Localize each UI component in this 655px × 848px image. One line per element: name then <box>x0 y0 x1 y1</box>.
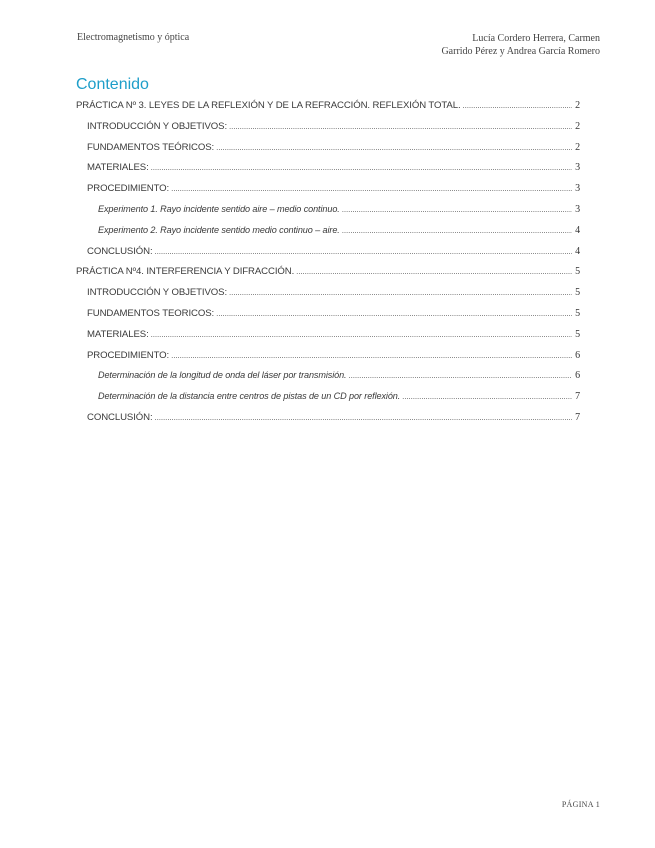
toc-entry-p4-introduccion[interactable] <box>76 287 580 308</box>
toc-entry-p3-procedimiento[interactable] <box>76 183 580 204</box>
toc-entry-label: PROCEDIMIENTO: <box>87 183 170 195</box>
toc-entry-page: 3 <box>575 183 580 195</box>
toc-entry-page: 4 <box>575 224 580 236</box>
toc-entry-label: INTRODUCCIÓN Y OBJETIVOS: <box>87 287 228 299</box>
toc-entry-page: 6 <box>575 370 580 382</box>
toc-entry-p3-materiales[interactable] <box>76 162 580 183</box>
toc-entry-practica-4[interactable] <box>76 266 580 287</box>
toc-leader-dots <box>151 330 572 339</box>
footer-page-number: PÁGINA 1 <box>561 800 600 809</box>
toc-entry-p4-longitud-onda[interactable] <box>76 370 580 391</box>
toc-entry-label: PROCEDIMIENTO: <box>87 349 170 361</box>
toc-leader-dots <box>151 163 572 172</box>
toc-entry-label: Determinación de la distancia entre centros de pistas de un CD por reflexión. <box>98 391 401 402</box>
toc-leader-dots <box>155 413 572 422</box>
toc-entry-page: 3 <box>575 162 580 174</box>
toc-entry-label: Determinación de la longitud de onda del láser por transmisión. <box>98 370 347 381</box>
toc-entry-page: 5 <box>575 287 580 299</box>
toc-entry-page: 2 <box>575 141 580 153</box>
toc-entry-p4-fundamentos[interactable] <box>76 308 580 329</box>
toc-entry-p3-conclusion[interactable] <box>76 246 580 267</box>
header-authors <box>441 32 600 58</box>
toc-entry-page: 7 <box>575 391 580 403</box>
table-of-contents <box>76 100 580 433</box>
toc-entry-page: 5 <box>575 307 580 319</box>
toc-leader-dots <box>229 122 572 131</box>
toc-entry-label: MATERIALES: <box>87 328 149 340</box>
toc-leader-dots <box>296 267 572 276</box>
toc-entry-p4-conclusion[interactable] <box>76 412 580 433</box>
toc-entry-practica-3[interactable] <box>76 100 580 121</box>
toc-leader-dots <box>229 288 572 297</box>
toc-entry-label: MATERIALES: <box>87 162 149 174</box>
toc-leader-dots <box>463 101 572 110</box>
toc-leader-dots <box>216 309 572 318</box>
toc-leader-dots <box>402 392 572 401</box>
toc-entry-label: PRÁCTICA Nº4. INTERFERENCIA Y DIFRACCIÓN. <box>76 266 295 278</box>
toc-leader-dots <box>348 371 572 380</box>
header-authors-line1: Lucía Cordero Herrera, Carmen <box>472 33 600 44</box>
toc-leader-dots <box>171 351 572 360</box>
toc-entry-page: 7 <box>575 411 580 423</box>
toc-leader-dots <box>171 184 572 193</box>
toc-title: Contenido <box>76 76 149 93</box>
toc-entry-label: FUNDAMENTOS TEÓRICOS: <box>87 141 215 153</box>
toc-entry-page: 3 <box>575 203 580 215</box>
toc-entry-label: CONCLUSIÓN: <box>87 411 153 423</box>
toc-entry-page: 2 <box>575 100 580 111</box>
toc-leader-dots <box>216 143 572 152</box>
toc-leader-dots <box>342 205 572 214</box>
toc-entry-page: 2 <box>575 120 580 132</box>
toc-entry-page: 4 <box>575 245 580 257</box>
toc-leader-dots <box>155 247 572 256</box>
toc-entry-page: 6 <box>575 349 580 361</box>
toc-entry-label: FUNDAMENTOS TEORICOS: <box>87 307 215 319</box>
toc-entry-p4-materiales[interactable] <box>76 329 580 350</box>
toc-entry-p3-experimento-1[interactable] <box>76 204 580 225</box>
toc-entry-p3-introduccion[interactable] <box>76 121 580 142</box>
header-authors-line2: Garrido Pérez y Andrea García Romero <box>441 46 600 57</box>
toc-entry-p4-distancia-cd[interactable] <box>76 391 580 412</box>
toc-entry-label: Experimento 1. Rayo incidente sentido aire – medio continuo. <box>98 203 340 214</box>
toc-entry-p4-procedimiento[interactable] <box>76 350 580 371</box>
toc-entry-label: INTRODUCCIÓN Y OBJETIVOS: <box>87 120 228 132</box>
toc-leader-dots <box>342 226 572 235</box>
toc-entry-page: 5 <box>575 266 580 278</box>
toc-entry-label: CONCLUSIÓN: <box>87 245 153 257</box>
header-course-title: Electromagnetismo y óptica <box>77 32 190 43</box>
toc-entry-label: PRÁCTICA Nº 3. LEYES DE LA REFLEXIÓN Y DE LA REFRACCIÓN. REFLEXIÓN TOTAL. <box>76 100 461 111</box>
toc-entry-p3-experimento-2[interactable] <box>76 225 580 246</box>
toc-entry-label: Experimento 2. Rayo incidente sentido medio continuo – aire. <box>98 224 340 235</box>
toc-entry-p3-fundamentos[interactable] <box>76 142 580 163</box>
toc-entry-page: 5 <box>575 328 580 340</box>
